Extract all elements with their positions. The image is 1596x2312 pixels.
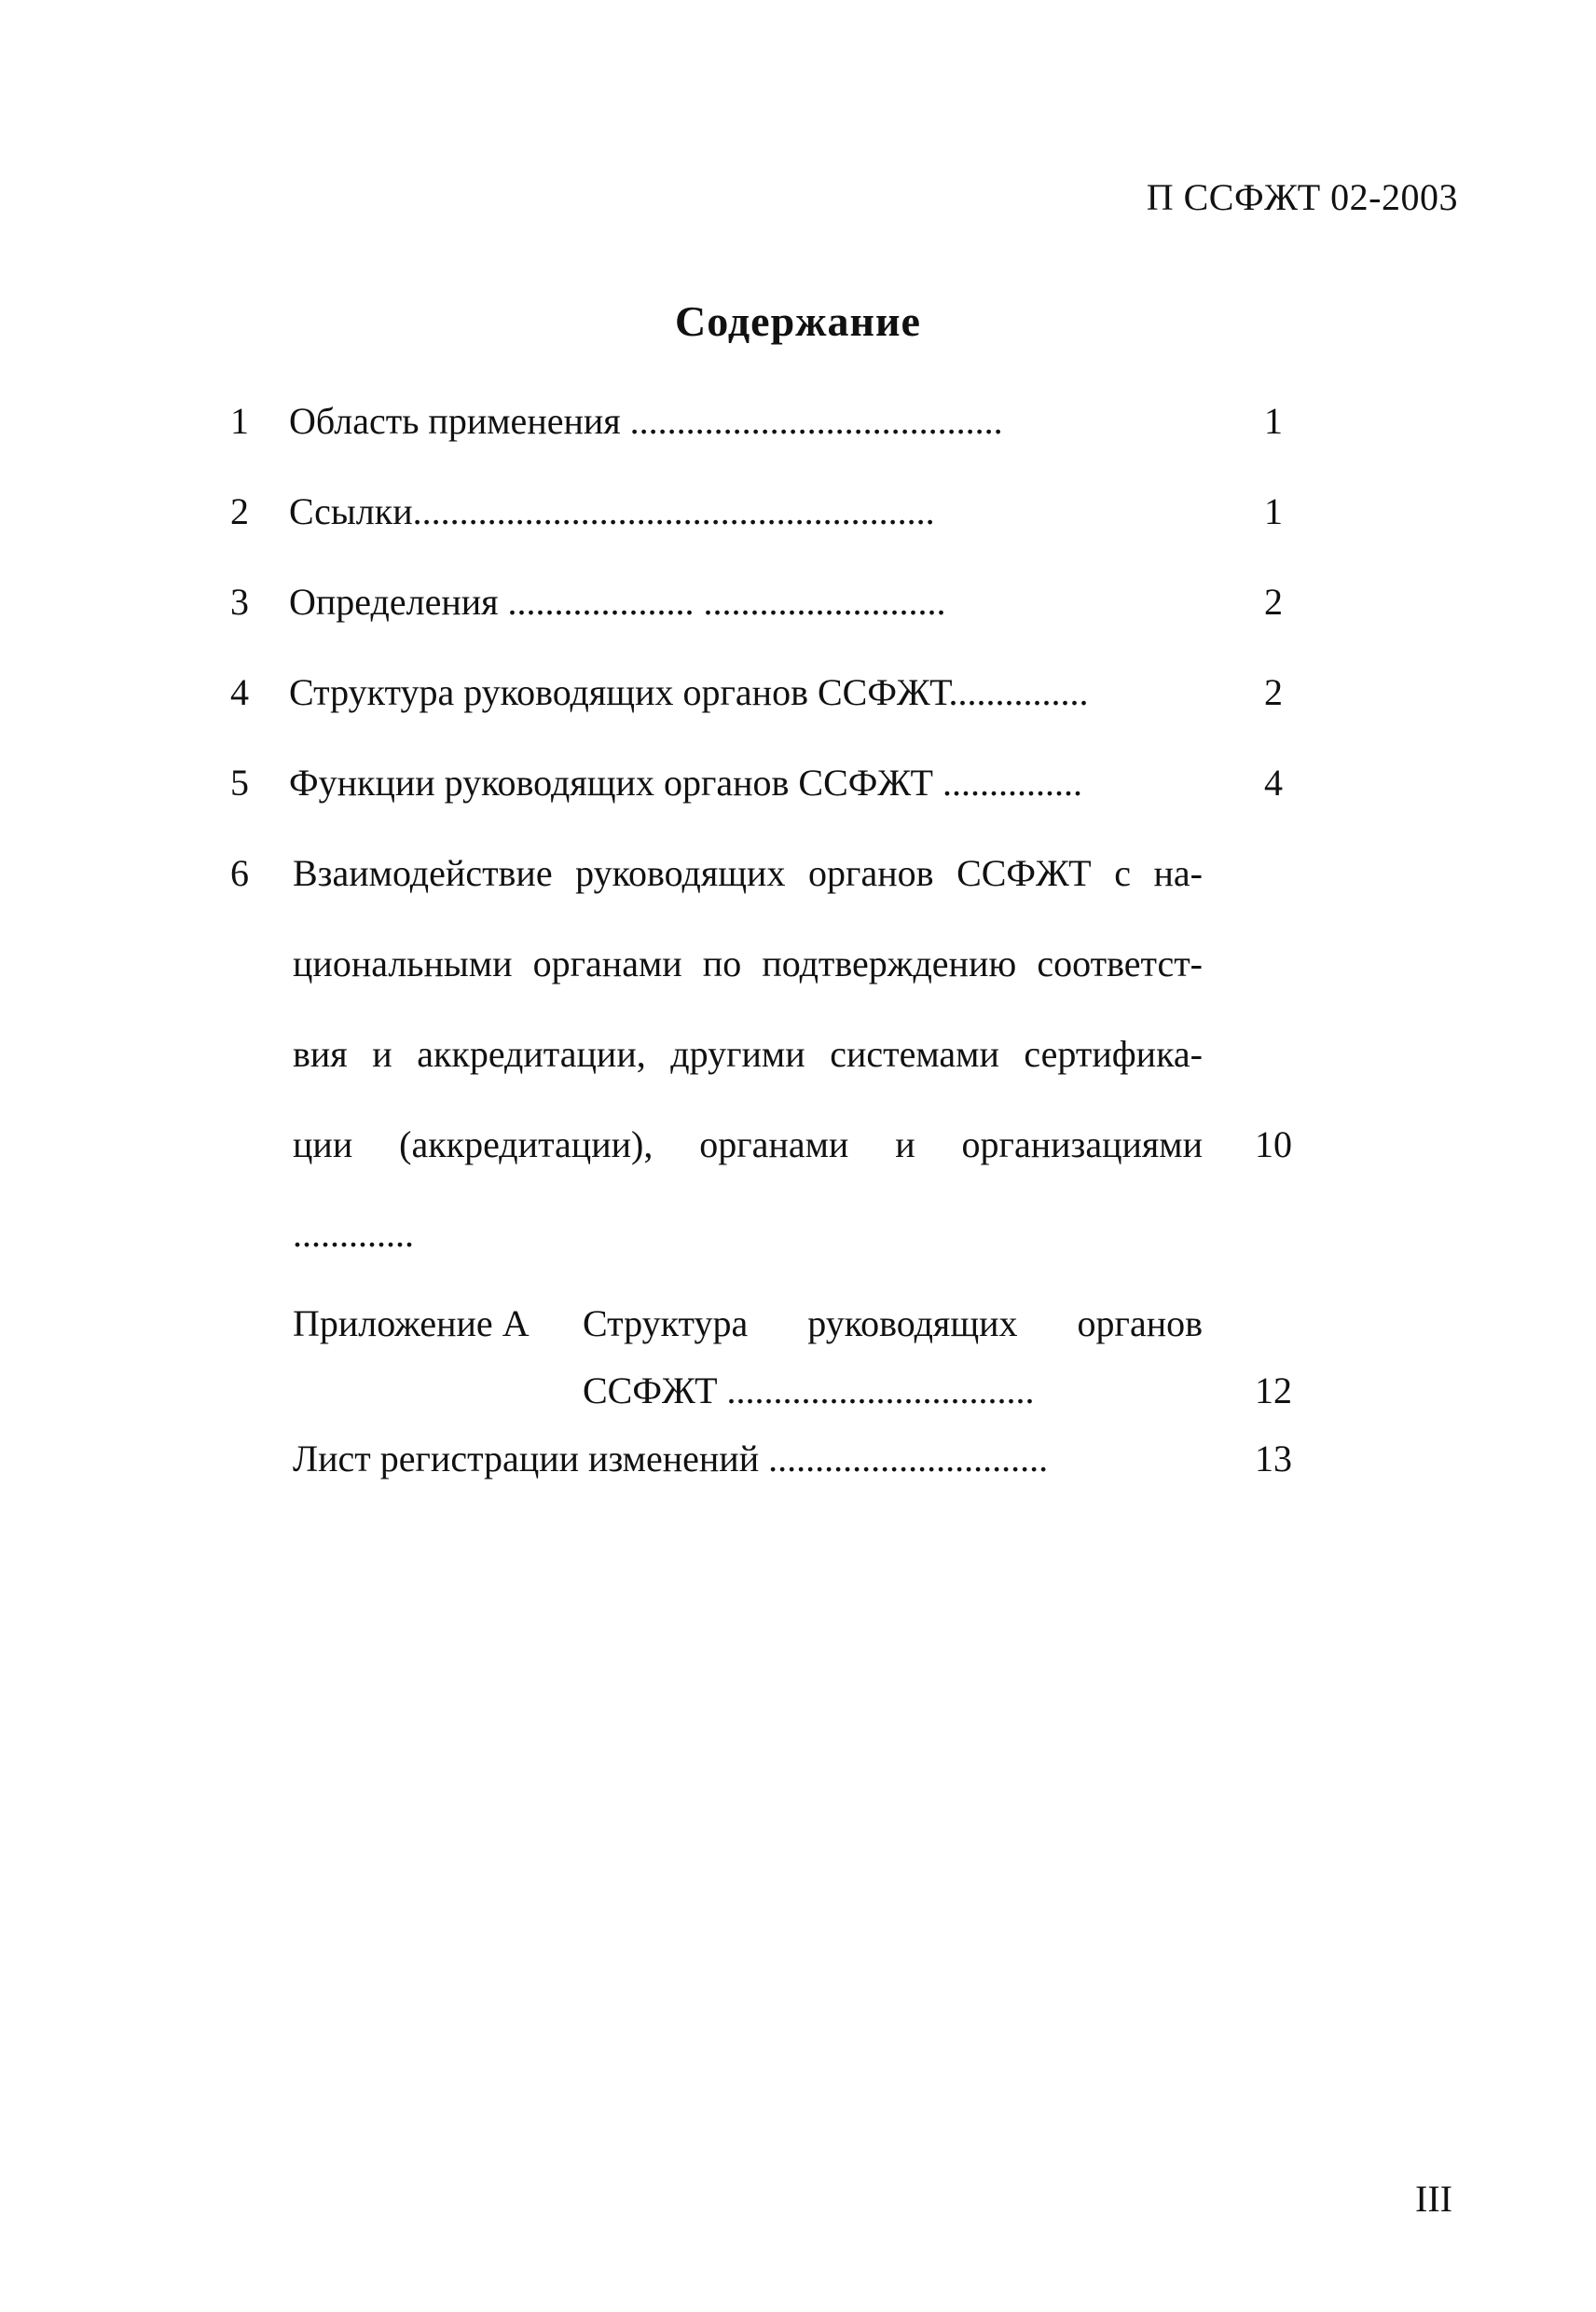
page-number: III	[1415, 2178, 1452, 2220]
toc-item-page: 12	[1255, 1369, 1292, 1411]
toc-item-number: 1	[230, 400, 249, 442]
toc-item-page: 2	[1264, 581, 1283, 623]
toc-item-title: Определения .................... ..........................	[289, 581, 946, 623]
toc-item-number: 3	[230, 581, 249, 623]
toc-item-number: 5	[230, 762, 249, 804]
toc-item-page: 2	[1264, 671, 1283, 713]
toc-item-page: 1	[1264, 490, 1283, 532]
toc-item-title: Лист регистрации изменений ..............................	[293, 1438, 1049, 1479]
toc-item-title: Область применения ........................................	[289, 400, 1003, 442]
toc-item-page: 4	[1264, 762, 1283, 804]
toc-item-leader-dots: .............	[293, 1213, 414, 1255]
appendix-title-line: ССФЖТ .................................	[583, 1369, 1035, 1411]
toc-item-title: Функции руководящих органов ССФЖТ ...............	[289, 762, 1082, 804]
toc-item-title-line: ции (аккредитации), органами и организациями	[293, 1123, 1203, 1165]
toc-item-title-line: циональными органами по подтверждению соответст-	[293, 943, 1203, 984]
appendix-label: Приложение А	[293, 1302, 530, 1344]
document-code: П ССФЖТ 02-2003	[1146, 176, 1458, 218]
toc-item-title: Структура руководящих органов ССФЖТ...............	[289, 671, 1089, 713]
appendix-title-line: Структура руководящих органов	[583, 1302, 1203, 1344]
toc-item-number: 2	[230, 490, 249, 532]
toc-item-title-line: Взаимодействие руководящих органов ССФЖТ с на-	[293, 852, 1203, 894]
toc-item-page: 10	[1255, 1123, 1292, 1165]
toc-item-number: 6	[230, 852, 249, 894]
toc-item-number: 4	[230, 671, 249, 713]
toc-title: Содержание	[675, 297, 921, 345]
toc-item-page: 1	[1264, 400, 1283, 442]
toc-item-page: 13	[1255, 1438, 1292, 1479]
toc-item-title-line: вия и аккредитации, другими системами сертифика-	[293, 1033, 1203, 1075]
toc-item-title: Ссылки........................................................	[289, 490, 935, 532]
